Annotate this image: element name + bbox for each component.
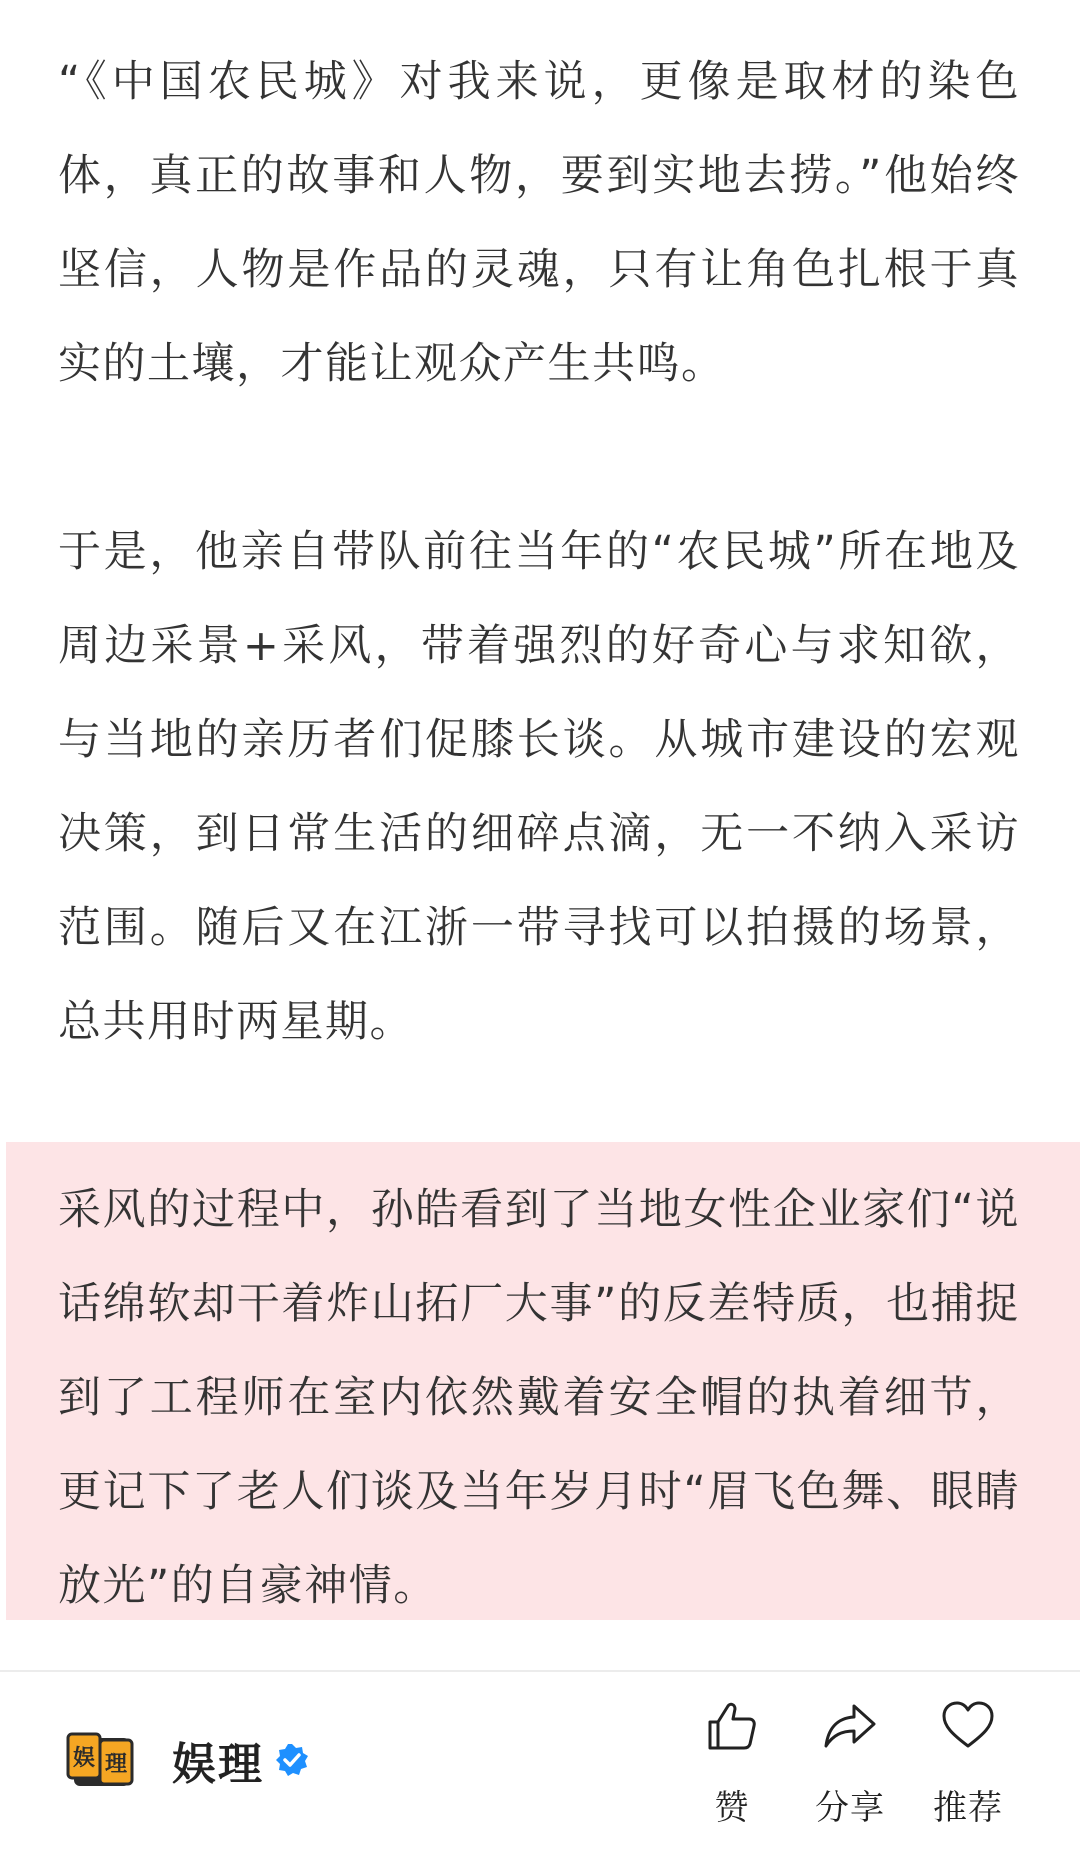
share-arrow-icon [822, 1698, 878, 1754]
share-label: 分享 [815, 1788, 885, 1828]
article-paragraph-2: 于是，他亲自带队前往当年的“农民城”所在地及周边采景+采风，带着强烈的好奇心与求知欲，与当地的亲历者们促膝长谈。从城市建设的宏观决策，到日常生活的细碎点滴，无一不纳入采访范围。随后又在江浙一带寻找可以拍摄的场景，总共用时两星期。 [58, 527, 1020, 1047]
author-name[interactable]: 娱理 [172, 1739, 264, 1790]
article-paragraph-1: “《中国农民城》对我来说，更像是取材的染色体，真正的故事和人物，要到实地去捞。”他始终坚信，人物是作品的灵魂，只有让角色扎根于真实的土壤，才能让观众产生共鸣。 [58, 57, 1020, 389]
svg-text:理: 理 [104, 1752, 128, 1777]
share-button[interactable] [800, 1698, 900, 1829]
like-button[interactable] [682, 1698, 782, 1829]
recommend-button[interactable] [918, 1698, 1018, 1829]
thumbs-up-icon [704, 1698, 760, 1754]
author-account[interactable] [64, 1720, 310, 1800]
article-paragraph-3-highlighted: 采风的过程中，孙皓看到了当地女性企业家们“说话绵软却干着炸山拓厂大事”的反差特质，也捕捉到了工程师在室内依然戴着安全帽的执着细节，更记下了老人们谈及当年岁月时“眉飞色舞、眼睛放光”的自豪神情。 [58, 1185, 1020, 1611]
recommend-label: 推荐 [933, 1788, 1003, 1828]
svg-text:娱: 娱 [72, 1746, 96, 1771]
heart-icon [940, 1698, 996, 1754]
verified-badge-icon [274, 1742, 310, 1778]
article-footer-bar [0, 1672, 1080, 1865]
like-label: 赞 [714, 1788, 750, 1828]
yuli-logo-icon[interactable] [64, 1724, 136, 1796]
